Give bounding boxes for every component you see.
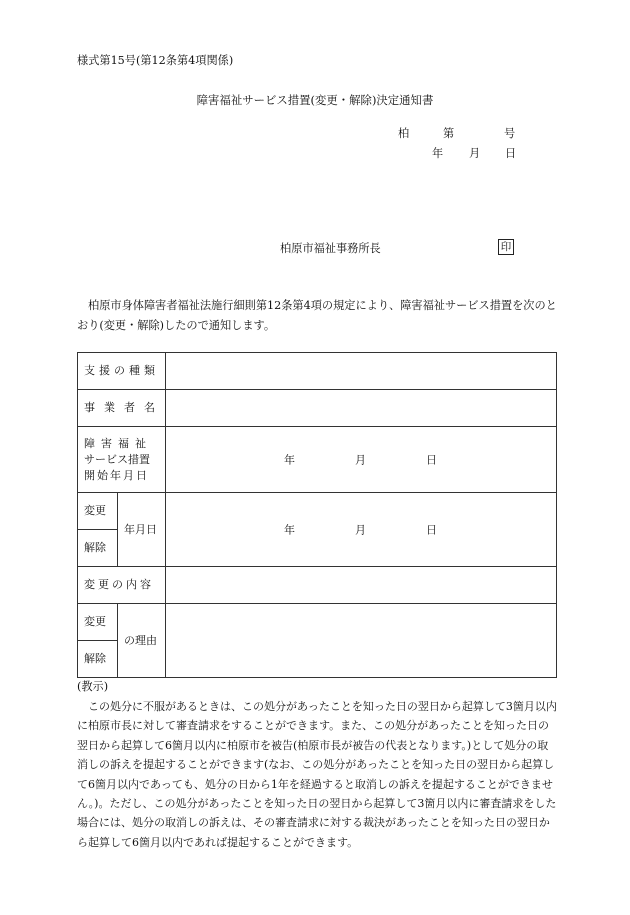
sender-name: 柏原市福祉事務所長 (280, 242, 381, 255)
table-row (78, 567, 557, 604)
date-day: 日 (505, 147, 517, 160)
document-title: 障害福祉サービス措置(変更・解除)決定通知書 (196, 93, 434, 107)
start-year: 年 (284, 452, 295, 466)
start-day: 日 (426, 452, 437, 466)
support-type-value (166, 353, 557, 390)
date-label: 年月日 (118, 493, 166, 567)
date-year: 年 (432, 147, 444, 160)
cancel-label: 解除 (78, 530, 118, 567)
change-label: 変更 (78, 493, 118, 530)
change-year: 年 (284, 522, 295, 536)
doc-number-mid: 第 (443, 127, 455, 140)
date-month: 月 (469, 147, 481, 160)
table-row (78, 604, 557, 641)
reason-cancel-label: 解除 (78, 641, 118, 678)
start-label-line3: 開始年月日 (84, 468, 149, 482)
table-row (78, 493, 557, 530)
form-number: 様式第15号(第12条第4項関係) (77, 54, 234, 67)
decision-table (77, 352, 557, 678)
content-value (166, 567, 557, 604)
content-label: 変更の内容 (78, 567, 166, 604)
provider-label: 事業者名 (78, 390, 166, 427)
table-row (78, 390, 557, 427)
table-row (78, 427, 557, 493)
support-type-label: 支援の種類 (78, 353, 166, 390)
doc-number-prefix: 柏 (398, 127, 410, 140)
change-month: 月 (355, 522, 366, 536)
start-label-line2: サービス措置 (84, 452, 150, 466)
provider-value (166, 390, 557, 427)
table-row (78, 353, 557, 390)
doc-number-suffix: 号 (504, 127, 516, 140)
reason-change-label: 変更 (78, 604, 118, 641)
start-date-value (166, 427, 557, 493)
start-date-label (78, 427, 166, 493)
start-month: 月 (355, 452, 366, 466)
instruction-text: この処分に不服があるときは、この処分があったことを知った日の翌日から起算して3箇月以内に柏原市長に対して審査請求をすることができます。また、この処分があったことを知った日の翌日から起算して6箇月以内に柏原市を被告(柏原市長が被告の代表となります。)として処分の取消しの訴えを提起することができます(なお、この処分があったことを知った日の翌日から起算して6箇月以内であっても、処分の日から1年を経過すると取消しの訴えを提起することができません。)。ただし、この処分があったことを知った日の翌日から起算して3箇月以内に審査請求をした場合には、処分の取消しの訴えは、その審査請求に対する裁決があったことを知った日の翌日から起算して6箇月以内であれば提起することができます。 (77, 700, 557, 849)
instruction-heading: (教示) (77, 680, 109, 693)
change-date-value (166, 493, 557, 567)
change-day: 日 (426, 522, 437, 536)
seal-mark: 印 (498, 239, 514, 255)
body-text: 柏原市身体障害者福祉法施行細則第12条第4項の規定により、障害福祉サービス措置を次のとおり(変更・解除)したので通知します。 (77, 299, 557, 332)
start-label-line1: 障害福祉 (84, 436, 152, 450)
reason-value (166, 604, 557, 678)
reason-label: の理由 (118, 604, 166, 678)
